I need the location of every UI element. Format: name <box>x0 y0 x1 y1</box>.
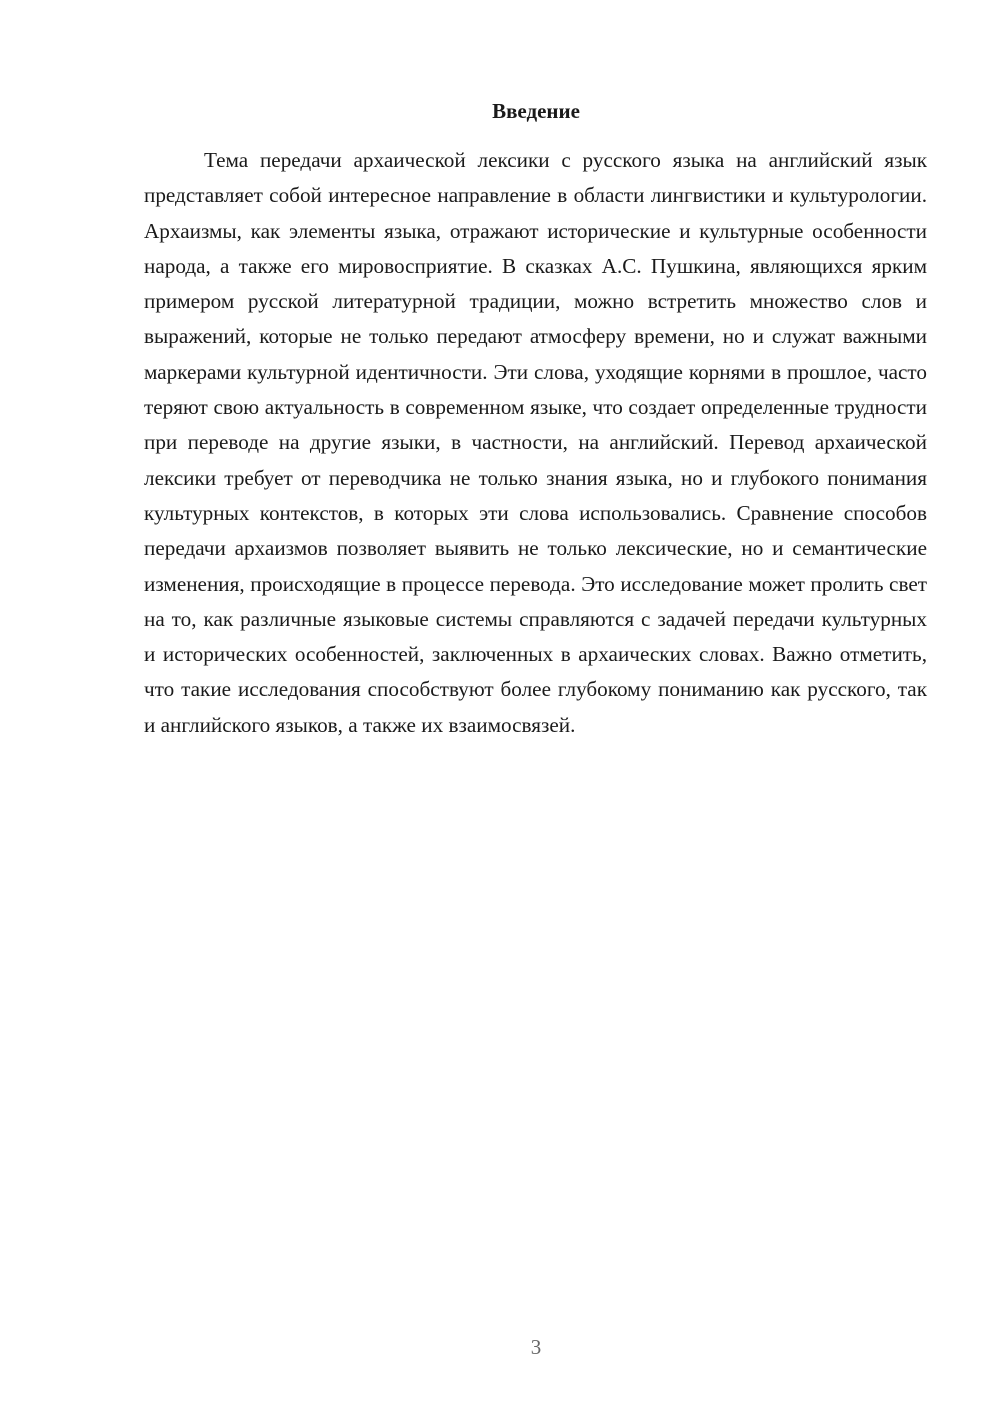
page-number: 3 <box>530 1335 542 1359</box>
body-paragraph: Тема передачи архаической лексики с русского языка на английский язык представляет собой интересное направление в области лингвистики и культурологии. Архаизмы, как элементы языка, отражают исторические и культурные особенности народа, а также его мировосприятие. В сказках А.С. Пушкина, являющихся ярким примером русской литературной традиции, можно встретить множество слов и выражений, которые не только передают атмосферу времени, но и служат важными маркерами культурной идентичности. Эти слова, уходящие корнями в прошлое, часто теряют свою актуальность в современном языке, что создает определенные трудности при переводе на другие языки, в частности, на английский. Перевод архаической лексики требует от переводчика не только знания языка, но и глубокого понимания культурных контекстов, в которых эти слова использовались. Сравнение способов передачи архаизмов позволяет выявить не только лексические, но и семантические изменения, происходящие в процессе перевода. Это исследование может пролить свет на то, как различные языковые системы справляются с задачей передачи культурных и исторических особенностей, заключенных в архаических словах. Важно отметить, что такие исследования способствуют более глубокому пониманию как русского, так и английского языков, а также их взаимосвязей. <box>144 148 927 737</box>
section-title: Введение <box>492 99 580 123</box>
